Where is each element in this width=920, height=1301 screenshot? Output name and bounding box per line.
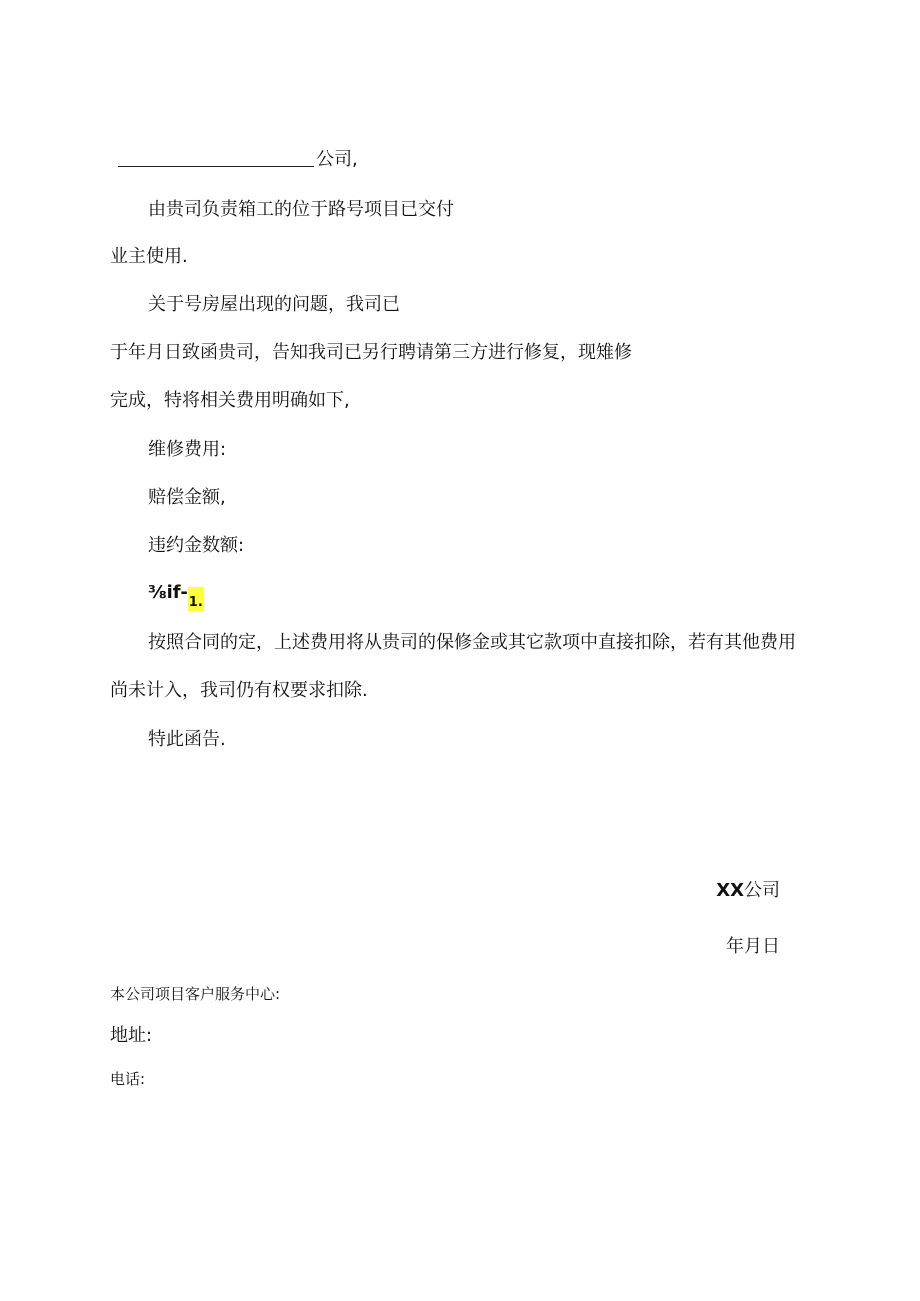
recipient-suffix: 公司,: [316, 149, 358, 170]
signature-date: 年月日: [726, 936, 780, 957]
fee-penalty-label: 违约金数额:: [148, 535, 245, 556]
signature-company-suffix: 公司: [744, 880, 780, 901]
fee-compensation-label: 赔偿金额,: [148, 487, 226, 508]
closing-line: 特此函告.: [148, 729, 226, 750]
recipient-line: [118, 148, 358, 172]
recipient-blank: [118, 148, 314, 167]
total-line: [148, 581, 204, 611]
fee-repair-label: 维修费用:: [148, 439, 227, 460]
total-highlight: 1.: [188, 587, 204, 611]
paragraph-1-line-1: 由贵司负责箱工的位于路号项目已交付: [148, 199, 454, 220]
paragraph-1-line-2: 业主使用.: [110, 246, 188, 267]
footer-address: 地址:: [110, 1025, 153, 1046]
footer-phone: 电话:: [110, 1070, 146, 1088]
paragraph-2-line-3: 完成，特将相关费用明确如下,: [110, 390, 350, 411]
paragraph-3-line-1: 按照合同的定，上述费用将从贵司的保修金或其它款项中直接扣除，若有其他费用: [148, 632, 796, 653]
paragraph-2-line-1: 关于号房屋出现的问题，我司已: [148, 294, 400, 315]
paragraph-3-line-2: 尚未计入，我司仍有权要求扣除.: [110, 680, 368, 701]
signature-company-prefix: XX: [716, 880, 744, 901]
footer-service-center: 本公司项目客户服务中心:: [110, 985, 281, 1003]
total-prefix: ⅜if-: [148, 582, 188, 603]
signature-company: [716, 879, 780, 903]
paragraph-2-line-2: 于年月日致函贵司，告知我司已另行聘请第三方进行修复，现雉修: [110, 342, 632, 363]
